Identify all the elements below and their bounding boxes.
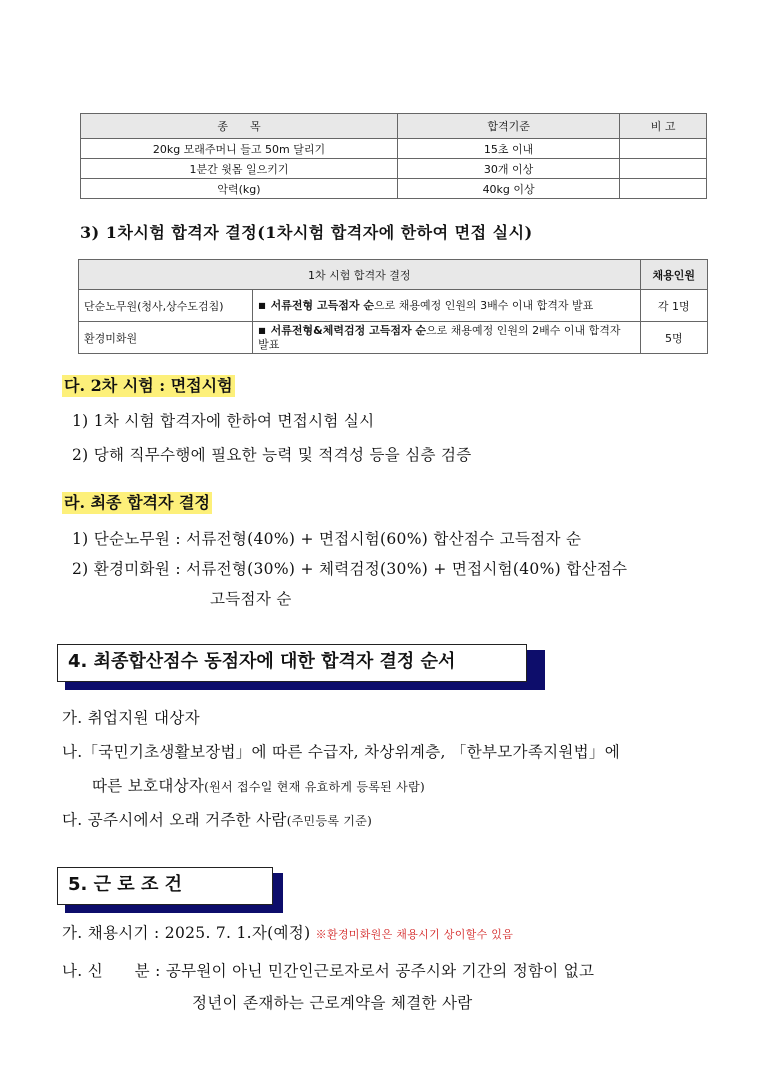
table-header-row [81, 114, 707, 139]
table-cell: 40kg 이상 [397, 179, 619, 199]
table-cell: 악력(kg) [81, 179, 398, 199]
section-heading-final-pass: 라. 최종 합격자 결정 [64, 493, 210, 512]
emphasis-text: 서류전형 고득점자 순 [270, 298, 374, 312]
square-bullet-icon: ■ [258, 325, 266, 335]
table-row [81, 159, 707, 179]
final-pass-item-2-continued: 고득점자 순 [210, 590, 292, 608]
interview-item-2: 2) 당해 직무수행에 필요한 능력 및 적격성 등을 심층 검증 [72, 446, 472, 464]
column-header-decision: 1차 시험 합격자 결정 [79, 260, 641, 290]
section-4-title: 4. 최종합산점수 동점자에 대한 합격자 결정 순서 [57, 644, 527, 682]
tie-rule-na-main: 따른 보호대상자 [92, 777, 205, 795]
table-cell-count: 5명 [640, 322, 707, 354]
final-pass-item-2: 2) 환경미화원 : 서류전형(30%) + 체력검정(30%) + 면접시험(40%) 합산점수 [72, 560, 628, 578]
table-header-row [79, 260, 708, 290]
tie-rule-na: 나.「국민기초생활보장법」에 따른 수급자, 차상위계층, 「한부모가족지원법」에 [62, 743, 620, 761]
work-condition-na: 나. 신 분 : 공무원이 아닌 민간인근로자로서 공주시와 기간의 정함이 없고 [62, 962, 595, 980]
physical-test-table [80, 113, 707, 199]
column-header-note: 비 고 [620, 114, 707, 139]
table-cell [620, 179, 707, 199]
description-text: 으로 채용예정 인원의 2배수 이내 합격자 발표 [258, 323, 621, 351]
table-cell: 20kg 모래주머니 들고 50m 달리기 [81, 139, 398, 159]
tie-rule-na-continued [92, 775, 425, 798]
interview-item-1: 1) 1차 시험 합격자에 한하여 면접시험 실시 [72, 412, 375, 430]
tie-rule-da-main: 다. 공주시에서 오래 거주한 사람 [62, 811, 287, 829]
table-cell [620, 139, 707, 159]
table-cell-category: 단순노무원(청사,상수도검침) [79, 290, 253, 322]
tie-rule-da [62, 809, 372, 832]
first-exam-pass-table [78, 259, 708, 354]
section-heading-interview: 다. 2차 시험 : 면접시험 [64, 376, 233, 395]
table-cell-count: 각 1명 [640, 290, 707, 322]
table-cell: 1분간 윗몸 일으키기 [81, 159, 398, 179]
table-row [81, 139, 707, 159]
table-cell [620, 159, 707, 179]
table-cell-description [253, 322, 640, 354]
subheading-first-exam-pass: 3) 1차시험 합격자 결정(1차시험 합격자에 한하여 면접 실시) [80, 223, 533, 242]
table-row [81, 179, 707, 199]
work-condition-na-continued: 정년이 존재하는 근로계약을 체결한 사람 [192, 994, 473, 1012]
description-text: 으로 채용예정 인원의 3배수 이내 합격자 발표 [373, 298, 594, 312]
table-row [79, 290, 708, 322]
final-pass-item-1: 1) 단순노무원 : 서류전형(40%) + 면접시험(60%) 합산점수 고득점자 순 [72, 530, 582, 548]
table-cell-category: 환경미화원 [79, 322, 253, 354]
tie-rule-na-note: (원서 접수일 현재 유효하게 등록된 사람) [204, 780, 425, 794]
work-condition-ga [62, 922, 513, 946]
column-header-headcount: 채용인원 [640, 260, 707, 290]
hire-date-note: ※환경미화원은 채용시기 상이할수 있음 [315, 928, 514, 941]
hire-date-text: 가. 채용시기 : 2025. 7. 1.자(예정) [62, 924, 311, 942]
table-row [79, 322, 708, 354]
tie-rule-ga: 가. 취업지원 대상자 [62, 709, 200, 727]
column-header-event: 종 목 [81, 114, 398, 139]
emphasis-text: 서류전형&체력검정 고득점자 순 [270, 323, 427, 337]
section-5-title: 5. 근 로 조 건 [57, 867, 273, 905]
tie-rule-da-note: (주민등록 기준) [286, 814, 373, 828]
column-header-criteria: 합격기준 [397, 114, 619, 139]
square-bullet-icon: ■ [258, 300, 266, 310]
table-cell-description [253, 290, 640, 322]
table-cell: 15초 이내 [397, 139, 619, 159]
table-cell: 30개 이상 [397, 159, 619, 179]
